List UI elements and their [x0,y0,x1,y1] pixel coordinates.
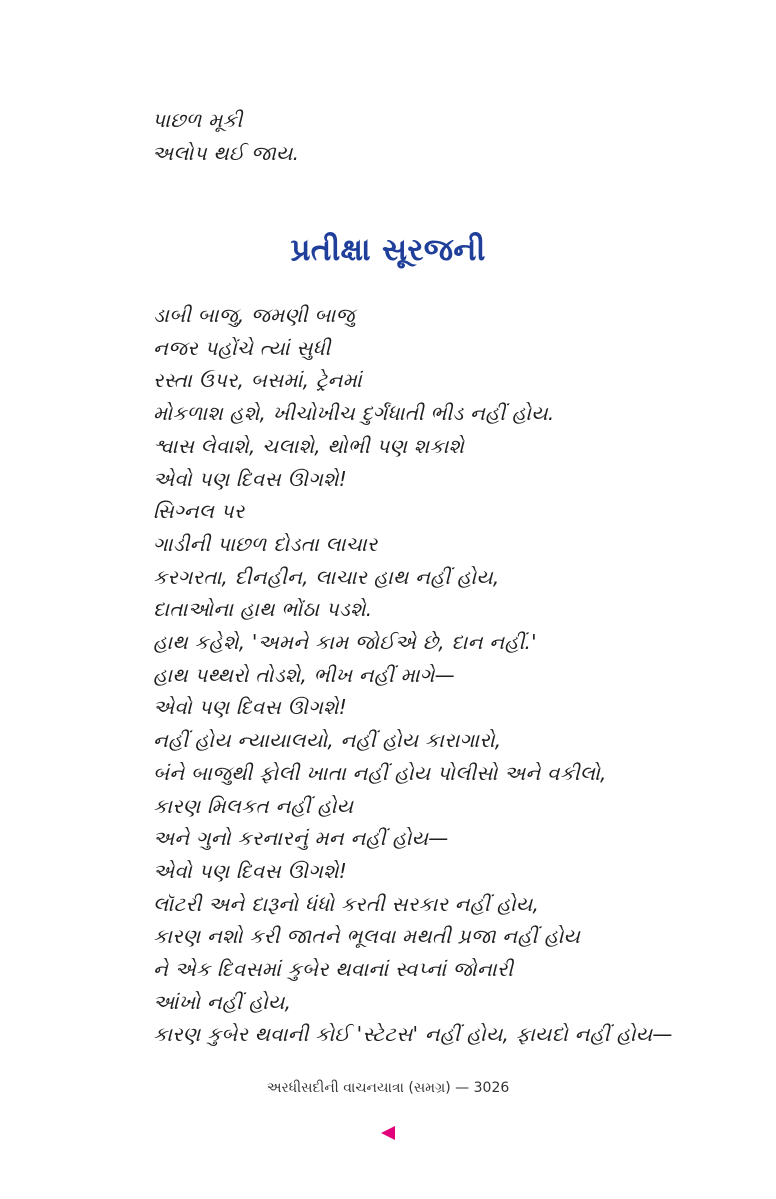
poem-line: એવો પણ દિવસ ઊગશે! [153,858,347,883]
poem-line: આંખો નહીં હોય, [153,989,292,1014]
poem-line: એવો પણ દિવસ ઊગશે! [153,695,347,720]
poem-line: એવો પણ દિવસ ઊગશે! [153,466,347,491]
poem-body [153,299,743,1051]
poem-line: બંને બાજુથી ફોલી ખાતા નહીં હોય પોલીસો અને વકીલો, [153,760,607,785]
poem-line: શ્વાસ લેવાશે, ચલાશે, થોભી પણ શકાશે [153,433,465,458]
poem-line: સિગ્નલ પર [153,499,245,524]
poem-line: ગાડીની પાછળ દોડતા લાચાર [153,531,378,556]
poem-line: રસ્તા ઉપર, બસમાં, ટ્રેનમાં [153,368,362,393]
page-footer: અરધીસદીની વાચનયાત્રા (સમગ્ર) — 3026 [266,1080,510,1096]
poem-line: કારણ નશો કરી જાતને ભૂલવા મથતી પ્રજા નહીં હોય [153,924,581,949]
previous-poem-ending [152,104,692,169]
poem-line: મોકળાશ હશે, ખીચોખીચ દુર્ગંધાતી ભીડ નહીં હોય. [153,401,555,426]
poem-line: કારણ કુબેર થવાની કોઈ 'સ્ટેટસ' નહીં હોય, ફાયદો નહીં હોય— [153,1022,673,1047]
poem-line: કારણ મિલકત નહીં હોય [153,793,354,818]
poem-line: લૉટરી અને દારૂનો ધંધો કરતી સરકાર નહીં હોય, [153,891,540,916]
poem-line: અલોપ થઈ જાય. [152,140,300,165]
poem-line: નહીં હોય ન્યાયાલયો, નહીં હોય કારાગારો, [153,728,502,753]
previous-page-arrow-icon[interactable] [381,1126,395,1140]
poem-line: હાથ પથ્થરો તોડશે, ભીખ નહીં માગે— [153,662,455,687]
poem-line: નજર પહોંચે ત્યાં સુધી [153,335,331,360]
poem-line: ને એક દિવસમાં કુબેર થવાનાં સ્વપ્નાં જોનારી [153,957,514,982]
poem-line: હાથ કહેશે, 'અમને કામ જોઈએ છે, દાન નહીં.' [153,630,537,655]
poem-line: અને ગુનો કરનારનું મન નહીં હોય— [153,826,449,851]
poem-line: દાતાઓના હાથ ભોંઠા પડશે. [153,597,373,622]
poem-line: કરગરતા, દીનહીન, લાચાર હાથ નહીં હોય, [153,564,500,589]
poem-title: પ્રતીક્ષા સૂરજની [290,232,486,268]
poem-line: પાછળ મૂકી [152,108,243,132]
poem-line: ડાબી બાજુ, જમણી બાજુ [153,303,355,327]
